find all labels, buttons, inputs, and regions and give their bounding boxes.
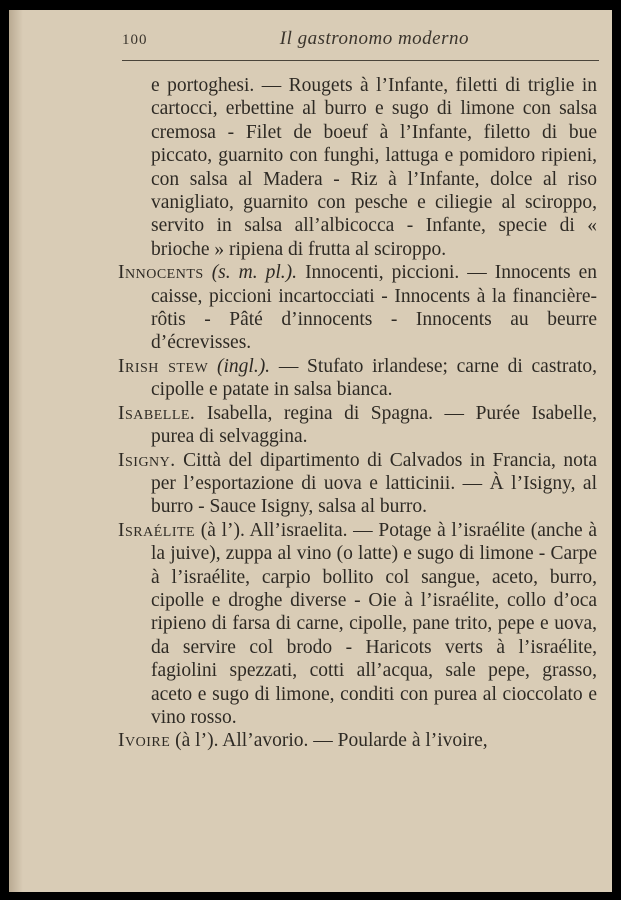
entry-grammar: (ingl.). bbox=[216, 355, 271, 377]
entry-headword: Ivoire bbox=[118, 730, 171, 752]
entry-israelite bbox=[118, 519, 597, 730]
header-rule bbox=[122, 60, 599, 61]
page-number: 100 bbox=[122, 32, 148, 48]
entry-isigny bbox=[118, 449, 597, 519]
entry-text: All’israelita. — Potage à l’israélite (anche à la juive), zuppa al vino (o latte) e sugo di limone - Carpe à l’israélite, carpio bollito col sangue, aceto, burro, cipolle e droghe diverse - Oie à l’israélite, collo d’oca ripieno di farsa di carne, cipolle, pane trito, pepe e uova, da servire col brodo - Haricots verts à l’israélite, fagiolini spezzati, cotti all’acqua, sale pepe, grasso, aceto e sugo di limone, conditi con purea al cioccolato e vino rosso. bbox=[151, 519, 597, 728]
entry-headword: Israélite bbox=[118, 519, 196, 541]
entry-headword: Innocents bbox=[118, 262, 204, 284]
entry-headword: Irish stew bbox=[118, 355, 209, 377]
book-page bbox=[9, 10, 612, 892]
entry-text: Città del dipartimento di Calvados in Francia, nota per l’esportazione di uova e latticinii. — À l’Isigny, al burro - Sauce Isigny, salsa al burro. bbox=[151, 449, 597, 518]
entry-ivoire bbox=[118, 729, 597, 752]
entry-text: All’avorio. — Poularde à l’ivoire, bbox=[222, 730, 488, 752]
running-header bbox=[122, 28, 605, 54]
entry-headword: Isigny. bbox=[118, 449, 176, 471]
entry-grammar: (à l’). bbox=[175, 730, 219, 752]
entry-continuation bbox=[118, 74, 597, 261]
entry-text: Innocenti, piccioni. — Innocents en caisse, piccioni incartocciati - Innocents à la financière-rôtis - Pâté d’innocents - Innocents au beurre d’écrevisses. bbox=[151, 262, 598, 354]
entry-grammar: (à l’). bbox=[200, 519, 245, 541]
entry-grammar: (s. m. pl.). bbox=[211, 262, 298, 284]
entry-innocents bbox=[118, 261, 597, 355]
dictionary-body bbox=[118, 74, 597, 753]
page-binding-shadow bbox=[9, 10, 23, 892]
entry-text: — Stufato irlandese; carne di castrato, cipolle e patate in salsa bianca. bbox=[151, 355, 598, 401]
entry-headword: Isabelle. bbox=[118, 402, 196, 424]
entry-text: Isabella, regina di Spagna. — Purée Isabelle, purea di selvaggina. bbox=[151, 402, 597, 448]
entry-text: e portoghesi. — Rougets à l’Infante, filetti di triglie in cartocci, erbettine al burro e sugo di limone con salsa cremosa - Filet de boeuf à l’Infante, filetto di bue piccato, guarnito con funghi, lattuga e pomidoro ripieni, con salsa al Madera - Riz à l’Infante, dolce al riso vanigliato, guarnito con pesche e ciliegie al sciroppo, servito in salsa all’albicocca - Infante, specie di « brioche » ripiena di frutta al sciroppo. bbox=[151, 75, 597, 260]
running-title: Il gastronomo moderno bbox=[279, 28, 469, 49]
entry-irish-stew bbox=[118, 355, 597, 402]
entry-isabelle bbox=[118, 402, 597, 449]
